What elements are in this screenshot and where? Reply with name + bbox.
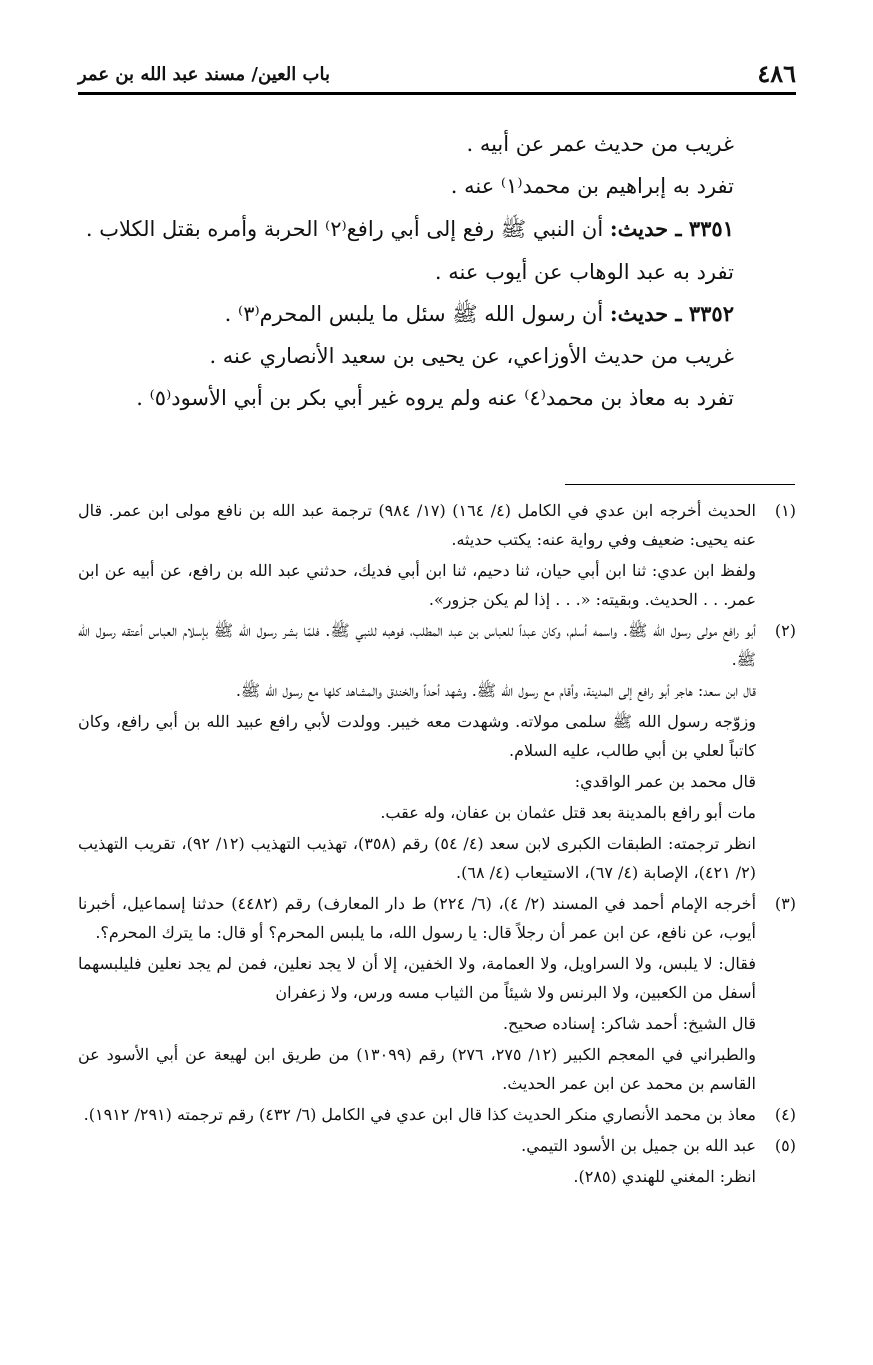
footnote-text: عبد الله بن جميل بن الأسود التيمي. <box>521 1136 756 1155</box>
footnote-separator <box>565 484 795 485</box>
footnote-text: قال الشيخ: أحمد شاكر: إسناده صحيح. <box>502 1014 756 1033</box>
footnote-text: الحديث أخرجه ابن عدي في الكامل (٤/ ١٦٤) (١٧/ ٩٨٤) ترجمة عبد الله بن نافع مولى ابن عمر. قال عنه يحيى: ضعيف وفي رواية عنه: يكتب حديثه. <box>78 501 756 549</box>
footnote-text: ولفظ ابن عدي: ثنا ابن أبي حيان، ثنا دحيم، ثنا ابن أبي فديك، حدثني عبد الله بن رافع، عن أبيه عن ابن عمر. . . الحديث. وبقيته: «. . . إذا لم يكن جزور». <box>78 561 757 609</box>
text-line: غريب من حديث عمر عن أبيه . <box>466 132 734 156</box>
footnote-1 <box>78 496 796 614</box>
hadith-number: ٣٣٥١ ـ حديث: <box>609 216 734 241</box>
text-line: تفرد به معاذ بن محمد⁽٤⁾ عنه ولم يروه غير أبي بكر بن أبي الأسود⁽٥⁾ . <box>136 386 734 410</box>
hadith-number: ٣٣٥٢ ـ حديث: <box>609 301 734 326</box>
page-number: ٤٨٦ <box>757 59 796 88</box>
text-line: تفرد به إبراهيم بن محمد⁽١⁾ عنه . <box>450 174 734 198</box>
footnote-number: (١) <box>774 501 796 520</box>
footnote-5 <box>78 1131 796 1191</box>
hadith-text: أن النبي ﷺ رفع إلى أبي رافع⁽٢⁾ الحربة وأمره بقتل الكلاب . <box>85 217 604 241</box>
footnote-number: (٤) <box>774 1105 796 1124</box>
footnote-text: معاذ بن محمد الأنصاري منكر الحديث كذا قال ابن عدي في الكامل (٦/ ٤٣٢) رقم ترجمته (٢٩١/ ١٩١٢). <box>83 1105 756 1124</box>
footnote-text: أخرجه الإمام أحمد في المسند (٢/ ٤)، (٦/ ٢٢٤) ط دار المعارف) رقم (٤٤٨٢) حدثنا إسماعيل، أخبرنا أيوب، عن نافع، عن ابن عمر أن رجلاً قال: يا رسول الله، ما يلبس المحرم؟ أو قال: ما يترك المحرم؟. <box>78 894 757 942</box>
header-rule <box>78 92 796 95</box>
footnote-3 <box>78 889 796 1098</box>
footnote-text: قال محمد بن عمر الواقدي: <box>574 772 756 791</box>
hadith-3351 <box>78 207 796 251</box>
footnotes <box>78 496 796 1193</box>
page-header <box>78 58 796 92</box>
footnote-text: والطبراني في المعجم الكبير (١٢/ ٢٧٥، ٢٧٦) رقم (١٣٠٩٩) من طريق ابن لهيعة عن أبي الأسود عن القاسم بن محمد عن ابن عمر الحديث. <box>78 1045 757 1093</box>
footnote-number: (٥) <box>774 1136 796 1155</box>
footnote-text: مات أبو رافع بالمدينة بعد قتل عثمان بن عفان، وله عقب. <box>380 803 756 822</box>
footnote-number: (٢) <box>774 621 796 640</box>
main-text <box>78 123 796 419</box>
footnote-text: وزوّجه رسول الله ﷺ سلمى مولاته. وشهدت معه خيبر. وولدت لأبي رافع عبيد الله بن أبي رافع، وكان كاتباً لعلي بن أبي طالب، عليه السلام. <box>78 712 756 760</box>
running-title: باب العين/ مسند عبد الله بن عمر <box>78 64 330 85</box>
footnote-2 <box>78 616 796 887</box>
hadith-3352 <box>78 293 796 335</box>
footnote-text: انظر ترجمته: الطبقات الكبرى لابن سعد (٤/ ٥٤) رقم (٣٥٨)، تهذيب التهذيب (١٢/ ٩٢)، تقريب التهذيب (٢/ ٤٢١)، الإصابة (٤/ ٦٧)، الاستيعاب (٤/ ٦٨). <box>78 834 756 882</box>
text-line: تفرد به عبد الوهاب عن أيوب عنه . <box>434 260 734 284</box>
text-line: غريب من حديث الأوزاعي، عن يحيى بن سعيد الأنصاري عنه . <box>209 344 734 368</box>
footnote-text: فقال: لا يلبس، ولا السراويل، ولا العمامة، ولا الخفين، إلا أن لا يجد نعلين، فمن لم يجد نعلين فليلبسهما أسفل من الكعبين، ولا البرنس ولا شيئاً من الثياب مسه ورس، ولا زعفران <box>78 954 756 1002</box>
hadith-text: أن رسول الله ﷺ سئل ما يلبس المحرم⁽٣⁾ . <box>224 302 604 326</box>
footnote-4 <box>78 1100 796 1129</box>
footnote-text: أبو رافع مولى رسول الله ﷺ. واسمه أسلم، وكان عبداً للعباس بن عبد المطلب، فوهبه للنبي ﷺ. فلمّا بشر رسول الله ﷺ بإسلام العباس أعتقه رسول الله ﷺ. <box>78 621 756 669</box>
footnote-number: (٣) <box>774 894 796 913</box>
footnote-text: قال ابن سعد: هاجر أبو رافع إلى المدينة، وأقام مع رسول الله ﷺ. وشهد أحداً والخندق والمشاهد كلها مع رسول الله ﷺ. <box>235 681 756 700</box>
footnote-text: انظر: المغني للهندي (٢٨٥). <box>573 1167 756 1186</box>
